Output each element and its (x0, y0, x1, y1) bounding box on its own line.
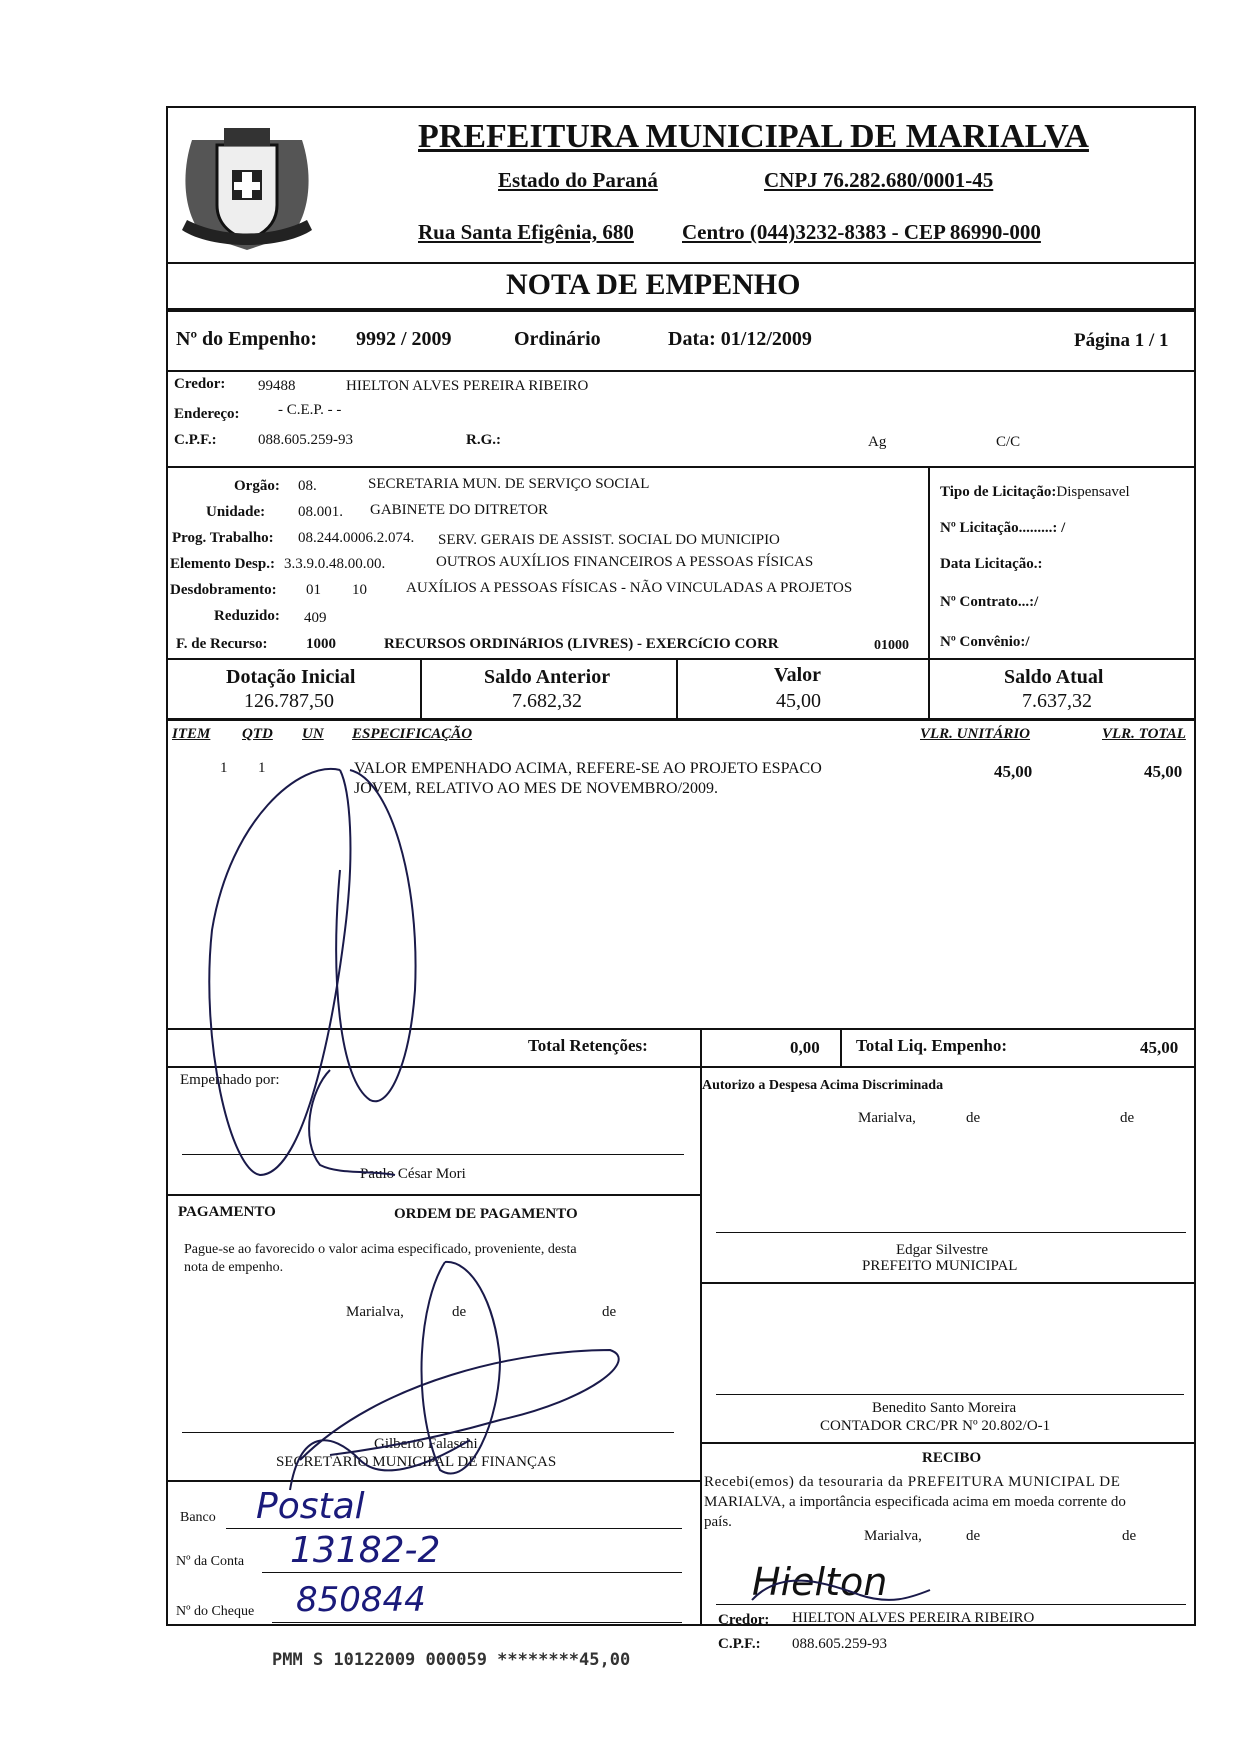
cpf-value: 088.605.259-93 (258, 432, 353, 448)
valor-label: Valor (774, 664, 822, 686)
licitacao-tipo-label-text: Tipo de Licitação: (940, 484, 1057, 500)
empenho-tipo: Ordinário (514, 328, 601, 350)
contador-nome: Benedito Santo Moreira (872, 1400, 1017, 1416)
recibo-local: Marialva, (864, 1528, 922, 1544)
desdobramento-1: 01 (306, 582, 321, 598)
orgao-label: Orgão: (234, 478, 280, 494)
secretario-nome: Gilberto Falaschi (374, 1436, 478, 1452)
recibo-de2: de (1122, 1528, 1137, 1544)
header-title: PREFEITURA MUNICIPAL DE MARIALVA (418, 118, 1089, 155)
recibo-texto-2: MARIALVA, a importância especificada acima em moeda corrente do (704, 1494, 1126, 1510)
prog-label: Prog. Trabalho: (172, 530, 274, 546)
licitacao-numero: Nº Licitação.........: / (940, 520, 1066, 536)
desdobramento-2: 10 (352, 582, 367, 598)
desdobramento-desc: AUXÍLIOS A PESSOAS FÍSICAS - NÃO VINCULADAS A PROJETOS (406, 580, 853, 596)
cpf-label: C.P.F.: (174, 432, 217, 448)
item-vlr-unit: 45,00 (994, 762, 1033, 781)
signature-stroke-empenho (309, 1070, 395, 1175)
liquido-label: Total Liq. Empenho: (856, 1036, 1007, 1055)
pagamento-label: PAGAMENTO (178, 1204, 276, 1220)
dotacao-inicial-value: 126.787,50 (244, 690, 334, 712)
recibo-texto-1: Recebi(emos) da tesouraria da PREFEITURA MUNICIPAL DE (704, 1474, 1121, 1490)
pagamento-de1: de (452, 1304, 467, 1320)
unidade-label: Unidade: (206, 504, 266, 520)
recibo-signature: Hielton (752, 1560, 888, 1604)
items-header-qtd: QTD (242, 726, 273, 742)
doc-title: NOTA DE EMPENHO (506, 268, 801, 301)
credor-nome: HIELTON ALVES PEREIRA RIBEIRO (346, 378, 589, 394)
empenho-pagina: Página 1 / 1 (1074, 330, 1169, 351)
endereco-label: Endereço: (174, 406, 240, 422)
unidade-desc: GABINETE DO DITRETOR (370, 502, 549, 518)
licitacao-convenio: Nº Convênio:/ (940, 634, 1030, 650)
recurso-value: 1000 (306, 636, 336, 652)
items-header-espec: ESPECIFICAÇÃO (352, 726, 473, 742)
recurso-label: F. de Recurso: (176, 636, 268, 652)
items-header-item: ITEM (172, 726, 211, 742)
prefeito-cargo: PREFEITO MUNICIPAL (862, 1258, 1018, 1274)
empenho-numero-label: Nº do Empenho: (176, 328, 318, 350)
banco-handwritten: Postal (256, 1486, 365, 1527)
recibo-label: RECIBO (922, 1450, 982, 1466)
recurso-codigo: 01000 (874, 638, 909, 653)
licitacao-tipo-value: Dispensavel (1056, 484, 1130, 500)
prefeito-nome: Edgar Silvestre (896, 1242, 989, 1258)
elemento-label: Elemento Desp.: (170, 556, 275, 572)
unidade-value: 08.001. (298, 504, 343, 520)
header-cnpj: CNPJ 76.282.680/0001-45 (764, 168, 994, 192)
prog-desc: SERV. GERAIS DE ASSIST. SOCIAL DO MUNICIPIO (438, 532, 780, 548)
retencoes-label: Total Retenções: (528, 1036, 648, 1055)
pagamento-de2: de (602, 1304, 617, 1320)
dotacao-inicial-label: Dotação Inicial (226, 666, 356, 688)
items-header-vlr-total: VLR. TOTAL (1102, 726, 1186, 742)
cheque-label: Nº do Cheque (176, 1604, 255, 1619)
saldo-atual-value: 7.637,32 (1022, 690, 1092, 712)
elemento-value: 3.3.9.0.48.00.00. (284, 556, 386, 572)
contador-cargo: CONTADOR CRC/PR Nº 20.802/O-1 (820, 1418, 1051, 1434)
endereco-value: - C.E.P. - - (278, 402, 342, 418)
reduzido-label: Reduzido: (214, 608, 280, 624)
signature-credor-stroke (752, 1581, 930, 1600)
orgao-desc: SECRETARIA MUN. DE SERVIÇO SOCIAL (368, 476, 650, 492)
secretario-cargo: SECRETÁRIO MUNICIPAL DE FINANÇAS (276, 1454, 557, 1470)
prog-value: 08.244.0006.2.074. (298, 530, 415, 546)
item-desc-line1: VALOR EMPENHADO ACIMA, REFERE-SE AO PROJETO ESPACO (354, 760, 822, 777)
retencoes-value: 0,00 (790, 1038, 820, 1057)
recibo-credor: HIELTON ALVES PEREIRA RIBEIRO (792, 1610, 1035, 1626)
recibo-cpf-label: C.P.F.: (718, 1636, 761, 1652)
item-qtd: 1 (258, 760, 266, 776)
empenhado-label: Empenhado por: (180, 1072, 280, 1088)
machine-stamp: PMM S 10122009 000059 ********45,00 (272, 1650, 631, 1670)
signature-loop-empenho-2 (336, 770, 415, 1101)
credor-codigo: 99488 (258, 378, 296, 394)
item-desc-line2: JOVEM, RELATIVO AO MES DE NOVEMBRO/2009. (354, 780, 719, 797)
header-address: Rua Santa Efigênia, 680 (418, 220, 634, 244)
saldo-atual-label: Saldo Atual (1004, 666, 1104, 688)
desdobramento-label: Desdobramento: (170, 582, 277, 598)
item-vlr-total: 45,00 (1144, 762, 1183, 781)
saldo-anterior-label: Saldo Anterior (484, 666, 611, 688)
recibo-credor-label: Credor: (718, 1612, 770, 1628)
header-contact: Centro (044)3232-8383 - CEP 86990-000 (682, 220, 1041, 244)
reduzido-value: 409 (304, 610, 327, 626)
autorizo-local: Marialva, (858, 1110, 916, 1126)
conta-label: Nº da Conta (176, 1554, 245, 1569)
signature-wing-secretario (300, 1350, 619, 1460)
liquido-value: 45,00 (1140, 1038, 1179, 1057)
ag-label: Ag (868, 434, 887, 450)
pagamento-texto-2: nota de empenho. (184, 1260, 284, 1275)
licitacao-contrato: Nº Contrato...:/ (940, 594, 1039, 610)
credor-label: Credor: (174, 376, 226, 392)
cc-label: C/C (996, 434, 1021, 450)
saldo-anterior-value: 7.682,32 (512, 690, 582, 712)
licitacao-data: Data Licitação.: (940, 556, 1043, 572)
banco-label: Banco (180, 1510, 216, 1525)
autorizo-de1: de (966, 1110, 981, 1126)
header-estado: Estado do Paraná (498, 168, 658, 192)
pagamento-local: Marialva, (346, 1304, 404, 1320)
cheque-handwritten: 850844 (296, 1580, 426, 1620)
recurso-desc: RECURSOS ORDINáRIOS (LIVRES) - EXERCíCIO CORR (384, 636, 779, 652)
conta-handwritten: 13182-2 (290, 1530, 441, 1571)
recibo-texto-3: país. (704, 1514, 732, 1530)
recibo-cpf: 088.605.259-93 (792, 1636, 887, 1652)
signature-loop-empenho-1 (209, 769, 350, 1175)
empenho-numero: 9992 / 2009 (356, 328, 452, 350)
valor-value: 45,00 (776, 690, 821, 712)
empenho-data: Data: 01/12/2009 (668, 328, 812, 350)
autorizo-de2: de (1120, 1110, 1135, 1126)
ordem-pagamento-label: ORDEM DE PAGAMENTO (394, 1206, 578, 1222)
rg-label: R.G.: (466, 432, 501, 448)
pagamento-texto-1: Pague-se ao favorecido o valor acima especificado, proveniente, desta (184, 1242, 577, 1257)
signature-loop-secretario (421, 1262, 500, 1474)
autorizo-label: Autorizo a Despesa Acima Discriminada (702, 1078, 944, 1093)
recibo-de1: de (966, 1528, 981, 1544)
elemento-desc: OUTROS AUXÍLIOS FINANCEIROS A PESSOAS FÍSICAS (436, 554, 814, 570)
items-header-vlr-unit: VLR. UNITÁRIO (920, 726, 1031, 742)
orgao-value: 08. (298, 478, 317, 494)
empenhado-nome: Paulo César Mori (360, 1166, 466, 1182)
items-header-un: UN (302, 726, 324, 742)
item-number: 1 (220, 760, 228, 776)
